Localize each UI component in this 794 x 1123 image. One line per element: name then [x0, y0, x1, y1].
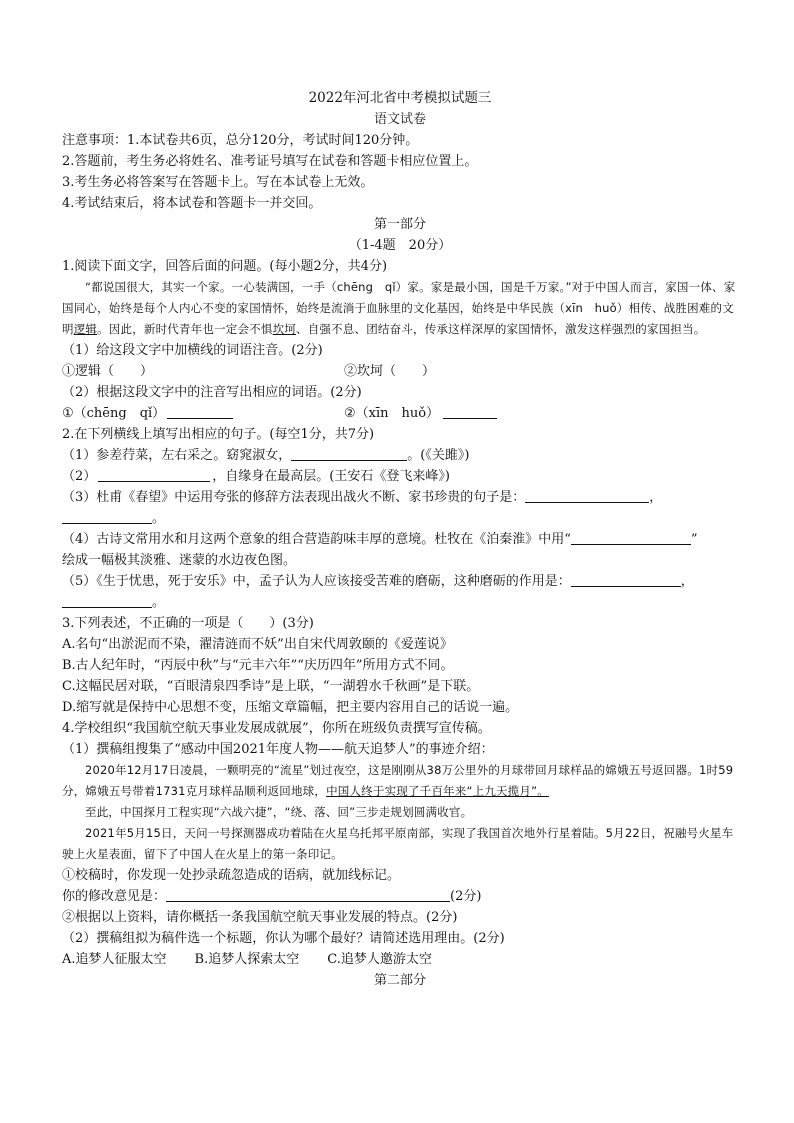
notice-line: 注意事项：1.本试卷共6页，总分120分，考试时间120分钟。 — [62, 133, 419, 148]
answer-blank[interactable] — [166, 887, 450, 902]
exam-page — [62, 88, 738, 991]
part1-heading: 第一部分 — [373, 217, 426, 232]
q4-passage-1 — [62, 760, 738, 802]
answer-label: 你的修改意见是： — [62, 889, 167, 904]
q2-s3-cont — [62, 508, 738, 529]
passage-text: “都说国很大，其实一个家。一心装满国，一手（chēng qǐ）家。家是最小国，国是千万家。”对于中国人而言，家国一体、家国同心，始终是每个人内心不变的家国情怀，始终是流淌于血脉里的文化基因，始终是中华民族（xīn huǒ）相传、战胜困难的文明 — [62, 280, 736, 336]
answer-blank[interactable] — [98, 467, 210, 482]
q2-s5-text: （5）《生于忧患，死于安乐》中，孟子认为人应该接受苦难的磨砺，这种磨砺的作用是： — [62, 574, 571, 589]
pinyin-label: ①（chēng qǐ） — [62, 406, 166, 421]
passage-text: 2020年12月17日凌晨，一颗明亮的“流星”划过夜空，这是刚刚从38万公里外的月球带回月球样品的嫦娥五号返回器。1时59分，嫦娥五号带着1731克月球样品顺利返回地球， — [62, 763, 734, 798]
notice-line: 4.考试结束后，将本试卷和答题卡一并交回。 — [62, 196, 322, 211]
q2-s1-text: （1）参差荇菜，左右采之。窈窕淑女， — [62, 448, 292, 463]
q2-stem: 2.在下列横线上填写出相应的句子。(每空1分，共7分) — [62, 427, 375, 442]
notice-line: 2.答题前，考生务必将姓名、准考证号填写在试卷和答题卡相应位置上。 — [62, 154, 478, 169]
part2-heading: 第二部分 — [373, 973, 426, 988]
q2-s2-source: ，自缘身在最高层。(王安石《登飞来峰》) — [212, 469, 450, 484]
q2-s4-text: （4）古诗文常用水和月这两个意象的组合营造韵味丰厚的意境。杜牧在《泊秦淮》中用“ — [62, 532, 571, 547]
q3-option[interactable]: A.名句“出淤泥而不染，濯清涟而不妖”出自宋代周敦颐的《爱莲说》 — [62, 637, 453, 652]
pinyin-label: ②（xīn huǒ） — [344, 406, 440, 421]
answer-blank[interactable] — [443, 404, 497, 419]
passage-text: 、自强不息、团结奋斗，传承这样深厚的家国情怀，激发这样强烈的家国担当。 — [296, 322, 706, 336]
answer-blank[interactable] — [167, 404, 233, 419]
q2-s4 — [62, 529, 738, 550]
underlined-word: 坎坷 — [272, 322, 297, 336]
answer-blank[interactable] — [291, 446, 407, 461]
title-option[interactable]: B.追梦人探索太空 — [194, 952, 300, 967]
q1-sub1: （1）给这段文字中加横线的词语注音。(2分) — [62, 343, 323, 358]
punct: 。 — [152, 511, 166, 526]
part1-range: （1-4题 20分） — [348, 238, 452, 253]
q4-passage-2: 至此，中国探月工程实现“六战六捷”，“绕、落、回”三步走规划圆满收官。 — [85, 805, 473, 819]
q2-s5: （5）《生于忧患，死于安乐》中，孟子认为人应该接受苦难的磨砺，这种磨砺的作用是： ， — [62, 574, 694, 589]
q1-stem: 1.阅读下面文字，回答后面的问题。(每小题2分，共4分) — [62, 259, 388, 274]
notice-line: 3.考生务必将答案写在答题卡上。写在本试卷上无效。 — [62, 175, 374, 190]
q4-stem: 4.学校组织“我国航空航天事业发展成就展”，你所在班级负责撰写宣传稿。 — [62, 721, 491, 736]
exam-subtitle: 语文试卷 — [373, 112, 426, 127]
answer-blank[interactable] — [571, 530, 691, 545]
q2-s4-cont: 绘成一幅极其淡雅、迷蒙的水边夜色图。 — [62, 553, 297, 568]
punct: ” — [690, 532, 698, 547]
q1-sub1-answers — [62, 361, 738, 382]
exam-title: 2022年河北省中考模拟试题三 — [308, 90, 492, 106]
q2-s5-cont — [62, 592, 738, 613]
answer-blank[interactable] — [571, 572, 681, 587]
underlined-word: 逻辑 — [73, 322, 98, 336]
q4-title-options — [62, 949, 738, 970]
q4-sub1: （1）撰稿组搜集了“感动中国2021年度人物——航天追梦人”的事迹介绍： — [62, 742, 494, 757]
q4-a2: ②根据以上资料，请你概括一条我国航空航天事业发展的特点。(2分) — [62, 910, 458, 925]
points: (2分) — [450, 889, 482, 904]
q2-s2-text: （2） — [62, 469, 97, 484]
punct: 。 — [152, 595, 166, 610]
passage-text: 。因此，新时代青年也一定会不惧 — [97, 322, 273, 336]
answer-blank[interactable] — [62, 593, 152, 608]
q1-sub2: （2）根据这段文字中的注音写出相应的词语。(2分) — [62, 385, 362, 400]
answer-blank[interactable] — [525, 488, 649, 503]
q2-s1 — [62, 445, 738, 466]
title-option[interactable]: C.追梦人邀游太空 — [327, 952, 432, 967]
answer-blank[interactable] — [62, 509, 152, 524]
q4-passage-3: 2021年5月15日，天问一号探测器成功着陆在火星乌托邦平原南部，实现了我国首次地外行星着陆。5月22日，祝融号火星车驶上火星表面，留下了中国人在火星上的第一条印记。 — [62, 826, 734, 861]
q2-s3: （3）杜甫《春望》中运用夸张的修辞方法表现出战火不断、家书珍贵的句子是： ， — [62, 490, 663, 505]
q3-stem: 3.下列表述，不正确的一项是（ ）(3分) — [62, 616, 314, 631]
q3-option[interactable]: D.缩写就是保持中心思想不变，压缩文章篇幅，把主要内容用自己的话说一遍。 — [62, 700, 519, 715]
q4-sub2: （2）撰稿组拟为稿件选一个标题，你认为哪个最好？请简述选用理由。(2分) — [62, 931, 505, 946]
underlined-sentence: 中国人终于实现了千百年来“上九天揽月”。 — [326, 784, 549, 798]
q1-sub2-answers — [62, 403, 738, 424]
q2-s2 — [62, 466, 738, 487]
answer-blank-label[interactable]: ②坎坷（ ） — [344, 364, 436, 379]
q2-s3-text: （3）杜甫《春望》中运用夸张的修辞方法表现出战火不断、家书珍贵的句子是： — [62, 490, 526, 505]
q2-s1-source: 。(《关雎》) — [407, 448, 470, 463]
q4-a1: ①校稿时，你发现一处抄录疏忽造成的语病，就加线标记。 — [62, 868, 401, 883]
title-option[interactable]: A.追梦人征服太空 — [62, 952, 167, 967]
q4-a1-answer — [62, 886, 738, 907]
q3-option[interactable]: B.古人纪年时，“丙辰中秋”与“元丰六年”“庆历四年”所用方式不同。 — [62, 658, 454, 673]
q3-option[interactable]: C.这幅民居对联，“百眼清泉四季诗”是上联，“一湖碧水千秋画”是下联。 — [62, 679, 480, 694]
q1-passage — [62, 277, 738, 340]
answer-blank-label[interactable]: ①逻辑（ ） — [62, 364, 154, 379]
